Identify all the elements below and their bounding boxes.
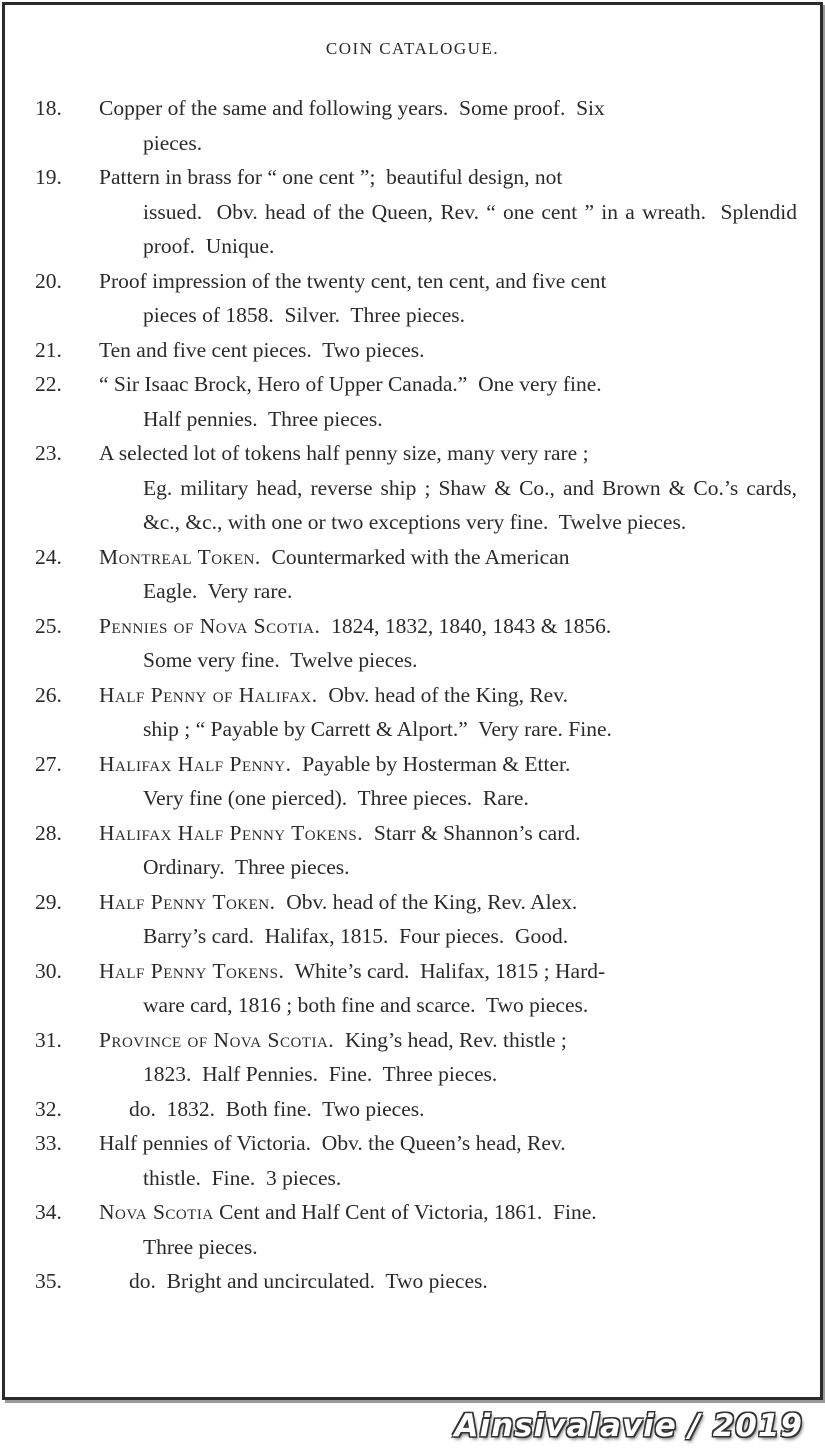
- entry-continuation: pieces.: [143, 130, 203, 155]
- catalogue-entry: [35, 1126, 797, 1195]
- entry-continuation: Barry’s card. Halifax, 1815. Four pieces. Good.: [143, 924, 569, 948]
- entry-continuation: Eagle. Very rare.: [143, 579, 293, 603]
- entry-continuation: Half pennies. Three pieces.: [143, 406, 383, 431]
- entry-continuation: ware card, 1816 ; both fine and scarce. Two pieces.: [143, 993, 589, 1017]
- entry-lead: White’s card. Halifax, 1815 ; Hard-: [284, 958, 606, 983]
- catalogue-entry: [35, 1195, 797, 1264]
- entry-continuation: thistle. Fine. 3 pieces.: [143, 1165, 342, 1190]
- entry-title: Half Penny Tokens.: [99, 958, 285, 983]
- catalogue-entry: [35, 1023, 797, 1092]
- catalogue-entry: [35, 264, 797, 333]
- catalogue-entry: [35, 160, 803, 264]
- ditto-mark: do.: [129, 1269, 156, 1293]
- entry-number: 34.: [35, 1200, 62, 1224]
- entry-lead: “ Sir Isaac Brock, Hero of Upper Canada.” One very fine.: [99, 372, 602, 396]
- entry-title: Nova Scotia: [99, 1200, 214, 1224]
- entry-number: 19.: [35, 165, 62, 189]
- entry-text: [99, 954, 797, 989]
- entry-lead: Obv. head of the King, Rev.: [317, 682, 568, 707]
- catalogue-entry: [35, 91, 797, 160]
- entry-text: [99, 1023, 797, 1058]
- page-header: COIN CATALOGUE.: [325, 39, 500, 58]
- catalogue-entry: [35, 609, 797, 678]
- catalogue-page: [2, 2, 823, 1400]
- catalogue-entry: [35, 954, 797, 1023]
- entry-title: Halifax Half Penny Tokens.: [99, 820, 364, 845]
- entry-number: 33.: [35, 1131, 62, 1155]
- entry-number: 28.: [35, 820, 62, 845]
- entry-text: [99, 1126, 797, 1161]
- entry-continuation: issued. Obv. head of the Queen, Rev. “ one cent ” in a wreath. Splendid proof. Unique.: [143, 199, 803, 258]
- entry-text: [99, 747, 797, 782]
- entry-text: [99, 91, 797, 126]
- entry-lead: 1832. Both fine. Two pieces.: [155, 1096, 425, 1121]
- entry-lead: Bright and uncirculated. Two pieces.: [155, 1269, 488, 1293]
- entry-lead: Obv. head of the King, Rev. Alex.: [275, 889, 578, 914]
- catalogue-entry: [35, 1264, 797, 1299]
- entry-lead: King’s head, Rev. thistle ;: [334, 1027, 567, 1052]
- entry-lead: 1824, 1832, 1840, 1843 & 1856.: [320, 613, 612, 638]
- entry-lead: A selected lot of tokens half penny size, many very rare ;: [99, 441, 589, 465]
- entry-lead: Ten and five cent pieces. Two pieces.: [99, 337, 425, 362]
- entry-number: 24.: [35, 544, 62, 569]
- entry-continuation: Some very fine. Twelve pieces.: [143, 648, 418, 672]
- ditto-mark: do.: [129, 1096, 156, 1121]
- entry-number: 29.: [35, 889, 62, 914]
- entry-title: Province of Nova Scotia.: [99, 1027, 335, 1052]
- entry-number: 23.: [35, 441, 62, 465]
- catalogue-entry: [35, 678, 797, 747]
- entry-number: 27.: [35, 751, 62, 776]
- catalogue-entry: [35, 747, 797, 816]
- catalogue-entry: [35, 816, 797, 885]
- entry-text: [99, 1092, 797, 1127]
- catalogue-entry: [35, 540, 797, 609]
- entry-lead: Half pennies of Victoria. Obv. the Queen’s head, Rev.: [99, 1131, 566, 1155]
- entry-lead: Proof impression of the twenty cent, ten cent, and five cent: [99, 268, 607, 293]
- entry-text: [99, 333, 797, 368]
- entry-text: [99, 1264, 797, 1299]
- entry-continuation: 1823. Half Pennies. Fine. Three pieces.: [143, 1062, 498, 1086]
- entry-lead: Copper of the same and following years. Some proof. Six: [99, 96, 605, 120]
- entry-number: 18.: [35, 96, 62, 120]
- entry-text: [99, 367, 797, 402]
- entry-lead: Countermarked with the American: [260, 544, 570, 569]
- entry-continuation: Very fine (one pierced). Three pieces. Rare.: [143, 786, 529, 810]
- entry-number: 25.: [35, 613, 62, 638]
- entry-text: [99, 264, 797, 299]
- entry-lead: Starr & Shannon’s card.: [363, 820, 581, 845]
- entry-continuation: Ordinary. Three pieces.: [143, 855, 350, 879]
- entry-title: Halifax Half Penny.: [99, 751, 292, 776]
- entry-continuation: ship ; “ Payable by Carrett & Alport.” Very rare. Fine.: [143, 717, 612, 741]
- entry-title: Montreal Token.: [99, 544, 261, 569]
- entry-number: 31.: [35, 1027, 62, 1052]
- entry-lead: Pattern in brass for “ one cent ”; beautiful design, not: [99, 165, 563, 189]
- catalogue-entry: [35, 333, 797, 368]
- entry-number: 20.: [35, 268, 62, 293]
- entry-text: [99, 436, 797, 471]
- entry-continuation: Three pieces.: [143, 1234, 258, 1259]
- entry-text: [99, 1195, 797, 1230]
- entry-text: [99, 160, 797, 195]
- entry-title: Pennies of Nova Scotia.: [99, 613, 321, 638]
- entry-number: 22.: [35, 372, 62, 396]
- entry-number: 30.: [35, 958, 62, 983]
- entry-text: [99, 816, 797, 851]
- entry-text: [99, 609, 797, 644]
- catalogue-entry: [35, 885, 797, 954]
- entry-list: [35, 91, 803, 1299]
- entry-number: 35.: [35, 1269, 62, 1293]
- entry-title: Half Penny of Halifax.: [99, 682, 318, 707]
- entry-continuation: pieces of 1858. Silver. Three pieces.: [143, 303, 466, 327]
- entry-number: 21.: [35, 337, 62, 362]
- entry-number: 32.: [35, 1096, 62, 1121]
- entry-number: 26.: [35, 682, 62, 707]
- entry-continuation: Eg. military head, reverse ship ; Shaw & Co., and Brown & Co.’s cards, &c., &c., with one or two exceptions very fine. Twelve pieces.: [143, 475, 803, 534]
- entry-text: [99, 540, 797, 575]
- catalogue-entry: [35, 1092, 797, 1127]
- entry-text: [99, 885, 797, 920]
- entry-lead: Cent and Half Cent of Victoria, 1861. Fine.: [213, 1200, 597, 1224]
- catalogue-entry: [35, 367, 797, 436]
- watermark: Ainsivalavie / 2019: [454, 1408, 803, 1444]
- entry-title: Half Penny Token.: [99, 889, 276, 914]
- entry-text: [99, 678, 797, 713]
- entry-lead: Payable by Hosterman & Etter.: [291, 751, 571, 776]
- catalogue-entry: [35, 436, 803, 540]
